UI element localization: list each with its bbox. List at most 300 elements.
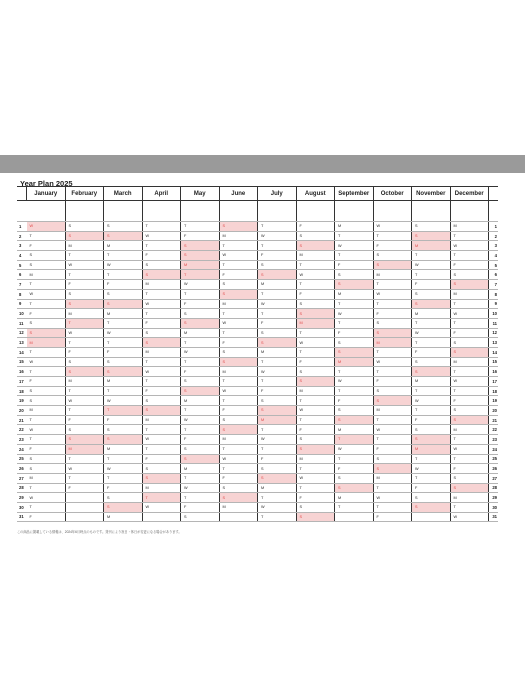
weekday-letter: M [222, 301, 226, 306]
date-cell [219, 347, 258, 357]
date-cell [142, 241, 181, 251]
weekday-letter: S [261, 263, 264, 268]
weekday-letter: T [29, 485, 32, 490]
weekday-letter: M [29, 272, 33, 277]
date-cell [258, 280, 297, 290]
date-cell [65, 231, 104, 241]
weekday-letter: M [376, 476, 380, 481]
date-cell [258, 299, 297, 309]
date-cell [142, 396, 181, 406]
day-number-right: 19 [489, 396, 499, 406]
weekday-letter: S [222, 427, 226, 432]
weekday-letter: T [107, 456, 110, 461]
date-cell [142, 464, 181, 474]
date-cell [27, 222, 66, 232]
date-cell [373, 386, 412, 396]
date-cell [412, 251, 451, 261]
date-cell [296, 493, 335, 503]
weekday-letter: S [299, 505, 303, 510]
date-cell [27, 512, 66, 522]
weekday-letter: S [453, 408, 457, 413]
weekday-letter: T [299, 330, 302, 335]
weekday-letter: S [68, 301, 72, 306]
day-number: 31 [17, 512, 27, 522]
date-cell [296, 231, 335, 241]
date-cell [65, 473, 104, 483]
weekday-letter: W [145, 301, 150, 306]
date-cell [104, 425, 143, 435]
weekday-letter: S [338, 485, 341, 490]
day-number-right: 16 [489, 367, 499, 377]
date-cell [65, 251, 104, 261]
date-cell [258, 318, 297, 328]
date-cell [335, 357, 374, 367]
date-cell [104, 260, 143, 270]
weekday-letter: F [145, 321, 148, 326]
date-cell [412, 241, 451, 251]
date-cell [412, 280, 451, 290]
date-cell [335, 328, 374, 338]
date-cell [104, 251, 143, 261]
weekday-letter: S [376, 389, 380, 394]
weekday-letter: S [453, 485, 457, 490]
weekday-letter: W [415, 398, 419, 403]
date-cell [258, 386, 297, 396]
weekday-letter: T [145, 292, 148, 297]
date-cell [181, 289, 220, 299]
weekday-letter: T [107, 272, 110, 277]
date-cell [258, 289, 297, 299]
date-cell [296, 464, 335, 474]
date-cell [296, 483, 335, 493]
weekday-letter: T [338, 253, 341, 258]
date-cell [296, 260, 335, 270]
day-number: 12 [17, 328, 27, 338]
date-cell [65, 347, 104, 357]
date-cell [335, 309, 374, 319]
date-cell [65, 425, 104, 435]
weekday-letter: S [29, 398, 33, 403]
date-cell [142, 502, 181, 512]
weekday-letter: S [29, 330, 33, 335]
date-cell [27, 367, 66, 377]
date-cell [450, 309, 489, 319]
weekday-letter: M [68, 243, 72, 248]
date-cell [219, 377, 258, 387]
date-cell [104, 483, 143, 493]
weekday-letter: T [415, 476, 418, 481]
weekday-letter: T [338, 234, 341, 239]
weekday-letter: M [261, 418, 265, 423]
weekday-letter: S [29, 456, 33, 461]
weekday-letter: T [415, 253, 418, 258]
notes-cell [335, 201, 374, 222]
day-number: 4 [17, 251, 27, 261]
date-cell [412, 396, 451, 406]
weekday-letter: T [376, 234, 379, 239]
date-cell [258, 396, 297, 406]
day-row [17, 406, 498, 416]
weekday-letter: M [376, 340, 380, 345]
date-cell [27, 493, 66, 503]
weekday-letter: W [453, 447, 458, 452]
weekday-letter: S [222, 224, 226, 229]
date-cell [219, 473, 258, 483]
weekday-letter: W [376, 359, 381, 364]
page-title: Year Plan 2025 [20, 179, 73, 188]
day-row [17, 338, 498, 348]
date-cell [296, 377, 335, 387]
date-cell [27, 473, 66, 483]
day-row [17, 415, 498, 425]
date-cell [373, 241, 412, 251]
day-number: 19 [17, 396, 27, 406]
date-cell [181, 512, 220, 522]
date-cell [142, 231, 181, 241]
weekday-letter: S [338, 408, 341, 413]
date-cell [296, 251, 335, 261]
date-cell [65, 386, 104, 396]
date-cell [450, 270, 489, 280]
date-cell [27, 309, 66, 319]
date-cell [373, 289, 412, 299]
weekday-letter: M [107, 447, 111, 452]
weekday-letter: S [453, 282, 457, 287]
weekday-letter: T [453, 301, 456, 306]
month-header-november: November [412, 187, 451, 201]
date-cell [142, 270, 181, 280]
day-row [17, 309, 498, 319]
weekday-letter: T [29, 350, 32, 355]
day-row [17, 357, 498, 367]
date-cell [219, 328, 258, 338]
weekday-letter: F [261, 253, 264, 258]
date-cell [27, 357, 66, 367]
weekday-letter: S [415, 224, 418, 229]
weekday-letter: S [299, 369, 303, 374]
date-cell [373, 444, 412, 454]
date-cell [142, 347, 181, 357]
weekday-letter: T [68, 456, 71, 461]
weekday-letter: M [68, 311, 72, 316]
date-cell [373, 435, 412, 445]
date-cell [296, 309, 335, 319]
weekday-letter: S [68, 369, 72, 374]
date-cell [412, 473, 451, 483]
date-cell [219, 367, 258, 377]
weekday-letter: T [299, 282, 302, 287]
date-cell [181, 377, 220, 387]
date-cell [373, 464, 412, 474]
weekday-letter: T [222, 466, 225, 471]
weekday-letter: S [145, 476, 149, 481]
day-row [17, 473, 498, 483]
weekday-letter: S [415, 427, 418, 432]
weekday-letter: S [415, 505, 418, 510]
weekday-letter: S [453, 418, 457, 423]
day-number-right: 23 [489, 435, 499, 445]
weekday-letter: W [145, 234, 150, 239]
date-cell [296, 435, 335, 445]
date-cell [181, 502, 220, 512]
date-cell [27, 502, 66, 512]
weekday-letter: T [376, 418, 379, 423]
date-cell [142, 280, 181, 290]
date-cell [181, 357, 220, 367]
weekday-letter: S [184, 253, 187, 258]
weekday-letter: W [261, 505, 265, 510]
date-cell [296, 347, 335, 357]
weekday-letter: M [68, 379, 72, 384]
weekday-letter: T [338, 369, 341, 374]
date-cell [373, 280, 412, 290]
day-number: 11 [17, 318, 27, 328]
weekday-letter: S [453, 272, 457, 277]
weekday-letter: S [68, 359, 72, 364]
day-number-right: 30 [489, 502, 499, 512]
weekday-letter: W [68, 330, 73, 335]
weekday-letter: S [453, 340, 457, 345]
weekday-letter: T [415, 456, 418, 461]
date-cell [104, 222, 143, 232]
weekday-letter: T [68, 389, 71, 394]
day-row [17, 444, 498, 454]
date-cell [373, 260, 412, 270]
weekday-letter: F [453, 263, 456, 268]
weekday-letter: W [453, 243, 458, 248]
date-cell [258, 251, 297, 261]
date-cell [181, 241, 220, 251]
weekday-letter: T [29, 234, 32, 239]
date-cell [65, 415, 104, 425]
weekday-letter: T [145, 224, 148, 229]
date-cell [373, 222, 412, 232]
date-cell [373, 377, 412, 387]
weekday-letter: T [145, 243, 148, 248]
date-cell [65, 260, 104, 270]
date-cell [219, 415, 258, 425]
weekday-letter: M [107, 514, 111, 519]
day-row [17, 435, 498, 445]
weekday-letter: S [299, 514, 303, 519]
weekday-letter: F [453, 330, 456, 335]
weekday-letter: S [184, 389, 187, 394]
weekday-letter: S [29, 253, 33, 258]
weekday-letter: S [415, 369, 418, 374]
weekday-letter: M [184, 263, 188, 268]
date-cell [65, 435, 104, 445]
date-cell [296, 396, 335, 406]
date-cell [104, 396, 143, 406]
weekday-letter: S [338, 418, 341, 423]
weekday-letter: F [145, 389, 148, 394]
date-cell [219, 425, 258, 435]
date-cell [296, 386, 335, 396]
weekday-letter: M [299, 253, 303, 258]
date-cell [27, 260, 66, 270]
weekday-letter: S [145, 408, 149, 413]
weekday-letter: S [299, 379, 303, 384]
weekday-letter: M [107, 379, 111, 384]
weekday-letter: W [222, 253, 227, 258]
weekday-letter: S [299, 311, 303, 316]
notes-cell [296, 201, 335, 222]
date-cell [142, 338, 181, 348]
weekday-letter: T [184, 408, 187, 413]
date-cell [335, 241, 374, 251]
day-number-right: 14 [489, 347, 499, 357]
weekday-letter: S [415, 234, 418, 239]
date-cell [27, 415, 66, 425]
day-number-right: 5 [489, 260, 499, 270]
weekday-letter: F [338, 330, 341, 335]
date-cell [181, 464, 220, 474]
date-cell [142, 483, 181, 493]
weekday-letter: M [376, 272, 380, 277]
date-cell [219, 318, 258, 328]
weekday-letter: T [376, 350, 379, 355]
weekday-letter: F [68, 485, 71, 490]
date-cell [142, 415, 181, 425]
date-cell [335, 260, 374, 270]
weekday-letter: W [261, 437, 265, 442]
date-cell [27, 338, 66, 348]
weekday-letter: S [338, 350, 341, 355]
weekday-letter: W [415, 466, 419, 471]
weekday-letter: T [261, 379, 264, 384]
weekday-letter: M [184, 466, 188, 471]
day-number: 27 [17, 473, 27, 483]
day-number: 28 [17, 483, 27, 493]
date-cell [219, 483, 258, 493]
weekday-letter: M [261, 485, 265, 490]
weekday-letter: S [107, 495, 110, 500]
weekday-letter: F [453, 466, 456, 471]
date-cell [219, 512, 258, 522]
weekday-letter: S [376, 253, 380, 258]
date-cell [450, 357, 489, 367]
date-cell [104, 444, 143, 454]
date-cell [27, 464, 66, 474]
date-cell [335, 425, 374, 435]
date-cell [450, 483, 489, 493]
weekday-letter: S [376, 263, 380, 268]
date-cell [258, 435, 297, 445]
weekday-letter: W [299, 408, 304, 413]
day-number: 20 [17, 406, 27, 416]
month-header-june: June [219, 187, 258, 201]
date-cell [450, 386, 489, 396]
weekday-letter: T [29, 418, 32, 423]
date-cell [412, 493, 451, 503]
weekday-letter: S [107, 369, 110, 374]
weekday-letter: S [415, 301, 418, 306]
weekday-letter: T [261, 292, 264, 297]
weekday-letter: W [184, 485, 188, 490]
date-cell [296, 357, 335, 367]
weekday-letter: F [376, 379, 379, 384]
date-cell [219, 309, 258, 319]
weekday-letter: S [299, 447, 303, 452]
date-cell [142, 386, 181, 396]
weekday-letter: T [261, 243, 264, 248]
date-cell [181, 299, 220, 309]
date-cell [104, 289, 143, 299]
weekday-letter: S [145, 263, 149, 268]
weekday-letter: M [453, 427, 457, 432]
weekday-letter: F [376, 514, 379, 519]
year-plan-grid [17, 186, 498, 522]
date-cell [450, 473, 489, 483]
weekday-letter: T [145, 447, 148, 452]
weekday-letter: F [68, 282, 71, 287]
date-cell [219, 241, 258, 251]
day-row [17, 251, 498, 261]
weekday-letter: T [107, 321, 110, 326]
weekday-letter: S [261, 340, 264, 345]
weekday-letter: S [68, 224, 72, 229]
day-number-right: 18 [489, 386, 499, 396]
date-cell [27, 483, 66, 493]
weekday-letter: S [415, 495, 418, 500]
date-cell [450, 328, 489, 338]
date-cell [296, 280, 335, 290]
date-cell [296, 406, 335, 416]
date-cell [258, 260, 297, 270]
weekday-letter: F [415, 350, 418, 355]
date-cell [65, 377, 104, 387]
weekday-letter: W [29, 495, 34, 500]
date-cell [373, 347, 412, 357]
weekday-letter: M [453, 292, 457, 297]
weekday-letter: M [222, 505, 226, 510]
weekday-letter: M [415, 379, 419, 384]
weekday-letter: F [29, 243, 32, 248]
date-cell [450, 347, 489, 357]
weekday-letter: F [299, 359, 302, 364]
date-cell [450, 367, 489, 377]
weekday-letter: W [299, 476, 304, 481]
weekday-letter: T [338, 437, 341, 442]
weekday-letter: T [261, 447, 264, 452]
date-cell [450, 280, 489, 290]
date-cell [104, 377, 143, 387]
date-cell [219, 493, 258, 503]
date-cell [65, 289, 104, 299]
weekday-letter: T [184, 340, 187, 345]
weekday-letter: M [453, 359, 457, 364]
date-cell [296, 502, 335, 512]
day-row [17, 347, 498, 357]
weekday-letter: S [107, 234, 110, 239]
weekday-letter: F [184, 369, 187, 374]
date-cell [65, 493, 104, 503]
date-cell [142, 377, 181, 387]
weekday-letter: F [29, 447, 32, 452]
weekday-letter: T [222, 311, 225, 316]
day-number: 21 [17, 415, 27, 425]
weekday-letter: F [107, 350, 110, 355]
weekday-letter: S [107, 359, 110, 364]
date-cell [104, 357, 143, 367]
date-cell [412, 299, 451, 309]
weekday-letter: T [261, 224, 264, 229]
date-cell [335, 502, 374, 512]
weekday-letter: S [453, 476, 457, 481]
header-day-col [17, 187, 27, 201]
weekday-letter: T [338, 456, 341, 461]
weekday-letter: S [184, 514, 187, 519]
